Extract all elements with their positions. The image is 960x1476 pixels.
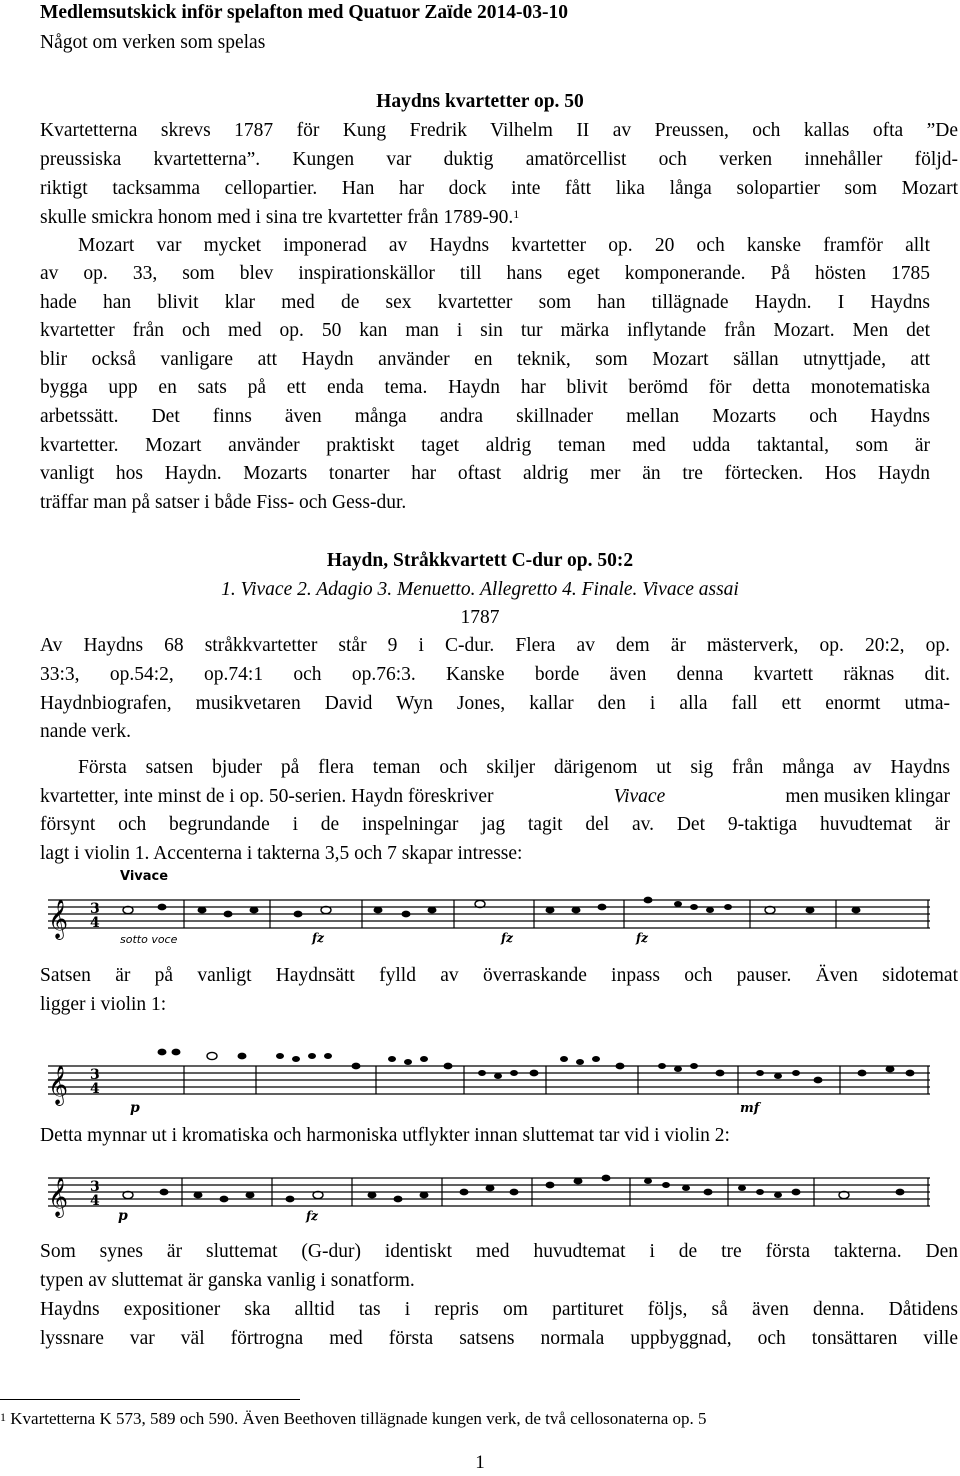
composition-year: 1787 — [460, 607, 500, 628]
footnote-mark: 1 — [0, 1410, 6, 1424]
paragraph-line: blir också vanligare att Haydn använder en teknik, som Mozart sällan utnyttjade, att — [40, 349, 930, 370]
paragraph-text: men musiken klingar — [785, 786, 950, 807]
paragraph-line-mixed — [40, 785, 950, 809]
paragraph-line: försynt och begrundande i de inspelningar jag tagit del av. Det 9-taktiga huvudtemat är — [40, 814, 950, 835]
paragraph-line: Mozart var mycket imponerad av Haydns kvartetter op. 20 och kanske framför allt — [78, 235, 930, 256]
paragraph-line: lyssnare var väl förtrogna med första satsens normala uppbyggnad, och tonsättaren ville — [40, 1328, 958, 1349]
dynamic-p: p — [130, 1100, 140, 1116]
music-example-side-theme — [44, 1026, 934, 1118]
accent-fz: fz — [636, 931, 648, 945]
dynamic-p: p — [118, 1208, 128, 1224]
document-subtitle: Något om verken som spelas — [40, 32, 266, 53]
time-signature-top: 3 — [90, 901, 100, 917]
paragraph-text: kvartetter, inte minst de i op. 50-serien. Haydn föreskriver — [40, 786, 494, 807]
tempo-marking: Vivace — [120, 869, 169, 884]
page-number: 1 — [475, 1452, 485, 1473]
footnote-text: Kvartetterna K 573, 589 och 590. Även Beethoven tillägnade kungen verk, de två cellosonaterna op. 5 — [10, 1409, 707, 1428]
accent-fz: fz — [312, 931, 324, 945]
note-heads — [123, 1175, 905, 1203]
movements-list: 1. Vivace 2. Adagio 3. Menuetto. Allegretto 4. Finale. Vivace assai — [221, 579, 739, 600]
footnote-reference: 1 — [513, 207, 520, 221]
dynamic-mf: mf — [740, 1101, 760, 1116]
paragraph-line: Av Haydns 68 stråkkvartetter står 9 i C-dur. Flera av dem är mästerverk, op. 20:2, op. — [40, 635, 950, 656]
footnote — [0, 1408, 707, 1430]
treble-clef-icon: 𝄞 — [48, 1177, 69, 1217]
paragraph-line: 33:3, op.54:2, op.74:1 och op.76:3. Kanske borde även denna kvartett räknas dit. — [40, 664, 950, 685]
staff-lines — [48, 900, 930, 928]
time-signature-bottom: 4 — [90, 915, 100, 931]
time-signature-top: 3 — [90, 1067, 100, 1083]
section-heading-op50-2: Haydn, Stråkkvartett C-dur op. 50:2 — [326, 550, 634, 571]
staff-lines — [48, 1066, 930, 1094]
paragraph-line: ligger i violin 1: — [40, 994, 167, 1015]
paragraph-line: Första satsen bjuder på flera teman och skiljer därigenom ut sig från många av Haydns — [78, 757, 950, 778]
paragraph-line: hade han blivit klar med de sex kvartetter som han tillägnade Haydn. I Haydns — [40, 292, 930, 313]
paragraph-line: kvartetter. Mozart använder praktiskt taget aldrig teman med udda taktantal, som är — [40, 435, 930, 456]
accent-fz: fz — [306, 1209, 318, 1223]
paragraph-line: bygga upp en sats på ett enda tema. Haydn har blivit berömd för detta monotematiska — [40, 377, 930, 398]
treble-clef-icon: 𝄞 — [48, 899, 69, 939]
paragraph-line: Haydns expositioner ska alltid tas i repris om partituret följs, så även denna. Dåtidens — [40, 1299, 958, 1320]
music-example-main-theme — [44, 866, 934, 948]
time-signature-top: 3 — [90, 1179, 100, 1195]
time-signature-bottom: 4 — [90, 1081, 100, 1097]
paragraph-text: skulle smickra honom med i sina tre kvartetter från 1789-90. — [40, 207, 514, 228]
paragraph-line: Som synes är sluttemat (G-dur) identiskt med huvudtemat i de tre första takterna. Den — [40, 1241, 958, 1262]
paragraph-line: kvartetter från och med op. 50 kan man i sin tur märka inflytande från Mozart. Men det — [40, 320, 930, 341]
document-title: Medlemsutskick inför spelafton med Quatuor Zaïde 2014-03-10 — [40, 2, 568, 23]
paragraph-line: träffar man på satser i både Fiss- och Gess-dur. — [40, 492, 407, 513]
paragraph-line: Haydnbiografen, musikvetaren David Wyn Jones, kallar den i alla fall ett enormt utma- — [40, 693, 950, 714]
treble-clef-icon: 𝄞 — [48, 1065, 69, 1105]
paragraph-line: riktigt tacksamma cellopartier. Han har dock inte fått lika långa solopartier som Mozart — [40, 178, 958, 199]
paragraph-line: Satsen är på vanligt Haydnsätt fylld av överraskande inpass och pauser. Även sidotemat — [40, 965, 958, 986]
accent-fz: fz — [501, 931, 513, 945]
paragraph-line: Kvartetterna skrevs 1787 för Kung Fredrik Vilhelm II av Preussen, och kallas ofta ”De — [40, 120, 958, 141]
tempo-term: Vivace — [613, 786, 666, 807]
footnote-separator — [0, 1399, 300, 1400]
paragraph-line: nande verk. — [40, 721, 131, 742]
dynamic-sotto-voce: sotto voce — [120, 933, 178, 946]
section-heading-op50: Haydns kvartetter op. 50 — [376, 91, 584, 112]
paragraph-line: av op. 33, som blev inspirationskällor till hans eget komponerande. På hösten 1785 — [40, 263, 930, 284]
paragraph-line: preussiska kvartetterna”. Kungen var duktig amatörcellist och verken innehåller följd- — [40, 149, 958, 170]
paragraph-line: vanligt hos Haydn. Mozarts tonarter har oftast aldrig mer än tre förtecken. Hos Haydn — [40, 463, 930, 484]
paragraph-line: arbetssätt. Det finns även många andra skillnader mellan Mozarts och Haydns — [40, 406, 930, 427]
time-signature-bottom: 4 — [90, 1193, 100, 1209]
paragraph-line: Detta mynnar ut i kromatiska och harmoniska utflykter innan sluttemat tar vid i violin 2: — [40, 1125, 730, 1146]
paragraph-line: typen av sluttemat är ganska vanlig i sonatform. — [40, 1270, 415, 1291]
music-example-closing-theme — [44, 1150, 934, 1232]
paragraph-line-with-footnote — [40, 206, 958, 230]
paragraph-line: lagt i violin 1. Accenterna i takterna 3,5 och 7 skapar intresse: — [40, 843, 523, 864]
